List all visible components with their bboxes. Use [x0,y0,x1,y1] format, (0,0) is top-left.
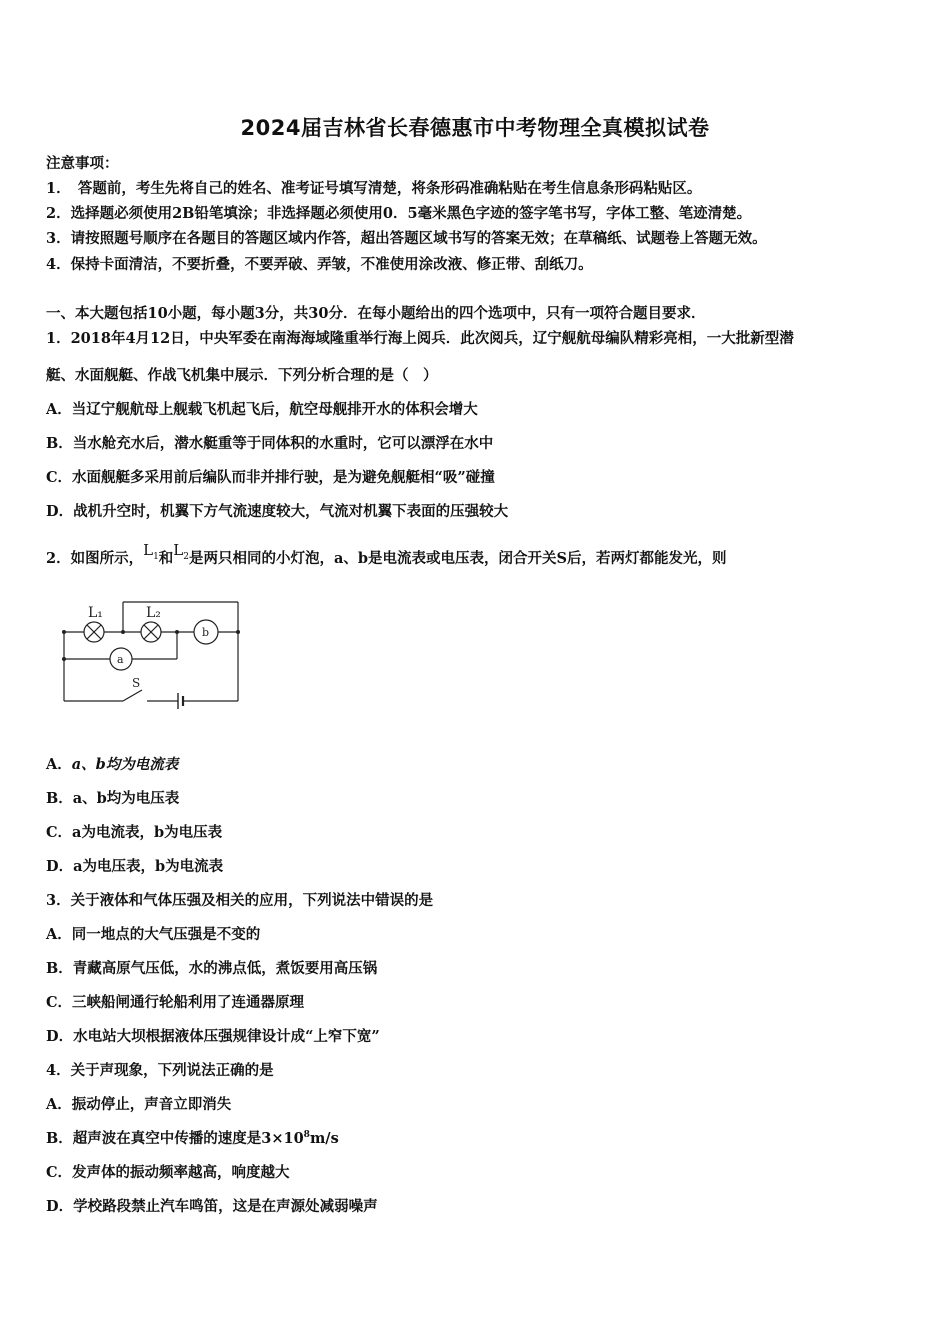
label-s: S [132,676,141,690]
option-text: a为电流表，b为电压表 [72,824,223,841]
question-2-option-c [46,821,222,842]
question-1-option-c: C．水面舰艇多采用前后编队而非并排行驶，是为避免舰艇相“吸”碰撞 [46,469,495,486]
option-b-exponent: 8 [303,1130,310,1141]
question-1-option-b: B．当水舱充水后，潜水艇重等于同体积的水重时，它可以漂浮在水中 [46,435,494,452]
question-4-option-d: D．学校路段禁止汽车鸣笛，这是在声源处减弱噪声 [46,1198,378,1215]
option-letter: A． [46,756,72,773]
notice-item: 3．请按照题号顺序在各题目的答题区域内作答，超出答题区域书写的答案无效；在草稿纸、试题卷上答题无效。 [46,230,767,247]
option-text: a为电压表，b为电流表 [73,858,224,875]
lamp-l2-label [173,541,189,562]
question-1-stem: 1．2018年4月12日，中央军委在南海海域隆重举行海上阅兵．此次阅兵，辽宁舰航母编队精彩亮相，一大批新型潜 [46,330,794,347]
label-a: a [117,653,124,666]
question-4-stem: 4．关于声现象，下列说法正确的是 [46,1062,274,1079]
option-letter: C． [46,824,73,841]
question-2-option-d [46,855,223,876]
notice-item: 4．保持卡面清洁，不要折叠，不要弄破、弄皱，不准使用涂改液、修正带、刮纸刀。 [46,256,593,273]
switch-blade [123,690,142,701]
question-3-option-b: B．青藏高原气压低，水的沸点低，煮饭要用高压锅 [46,960,378,977]
junction-dot [62,630,66,634]
question-4-option-c: C．发声体的振动频率越高，响度越大 [46,1164,290,1181]
question-3-option-a: A．同一地点的大气压强是不变的 [46,926,261,943]
question-2-option-a [46,753,178,774]
question-1-stem-cont: 艇、水面舰艇、作战飞机集中展示．下列分析合理的是（ ） [46,367,438,384]
notice-item: 1． 答题前，考生先将自己的姓名、准考证号填写清楚，将条形码准确粘贴在考生信息条形码粘贴区。 [46,180,702,197]
label-b: b [202,626,210,639]
option-letter: B． [46,790,73,807]
question-4-option-b [46,1127,339,1148]
junction-dot [236,630,240,634]
label-l1: L₁ [88,605,103,621]
junction-dots [62,630,240,661]
question-3-option-c: C．三峡船闸通行轮船利用了连通器原理 [46,994,305,1011]
lamp-l1-subscript: 1 [153,552,159,562]
section-instruction: 一、本大题包括10小题，每小题3分，共30分．在每小题给出的四个选项中，只有一项符合题目要求． [46,305,706,322]
option-b-prefix: B．超声波在真空中传播的速度是3×10 [46,1130,304,1147]
question-4-option-a: A．振动停止，声音立即消失 [46,1096,232,1113]
label-l2: L₂ [146,605,161,621]
option-b-unit: m/s [309,1130,339,1147]
junction-dot [175,630,179,634]
lamp-l1-label [143,541,159,562]
q2-suffix: 是两只相同的小灯泡，a、b是电流表或电压表，闭合开关S后，若两灯都能发光，则 [189,550,727,567]
exam-title: 2024届吉林省长春德惠市中考物理全真模拟试卷 [240,116,710,140]
notice-heading: 注意事项： [46,155,119,172]
option-letter: D． [46,858,74,875]
junction-dot [121,630,125,634]
lamp-l2-letter: L [173,541,184,559]
lamp-l1-letter: L [143,541,154,559]
lamp-l2-subscript: 2 [183,552,189,562]
option-text: a、b均为电流表 [71,756,179,773]
question-3-stem: 3．关于液体和气体压强及相关的应用，下列说法中错误的是 [46,892,434,909]
question-1-option-d: D．战机升空时，机翼下方气流速度较大，气流对机翼下表面的压强较大 [46,503,509,520]
junction-dot [62,657,66,661]
question-2-stem [46,541,727,570]
q2-prefix: 2．如图所示， [46,550,144,567]
question-1-option-a: A．当辽宁舰航母上舰载飞机起飞后，航空母舰排开水的体积会增大 [46,401,478,418]
option-text: a、b均为电压表 [72,790,180,807]
q2-and: 和 [158,550,174,567]
question-2-option-b [46,787,179,808]
circuit-diagram [55,595,255,715]
notice-item: 2．选择题必须使用2B铅笔填涂；非选择题必须使用0．5毫米黑色字迹的签字笔书写，字体工整、笔迹清楚。 [46,205,752,222]
question-3-option-d: D．水电站大坝根据液体压强规律设计成“上窄下宽” [46,1028,380,1045]
